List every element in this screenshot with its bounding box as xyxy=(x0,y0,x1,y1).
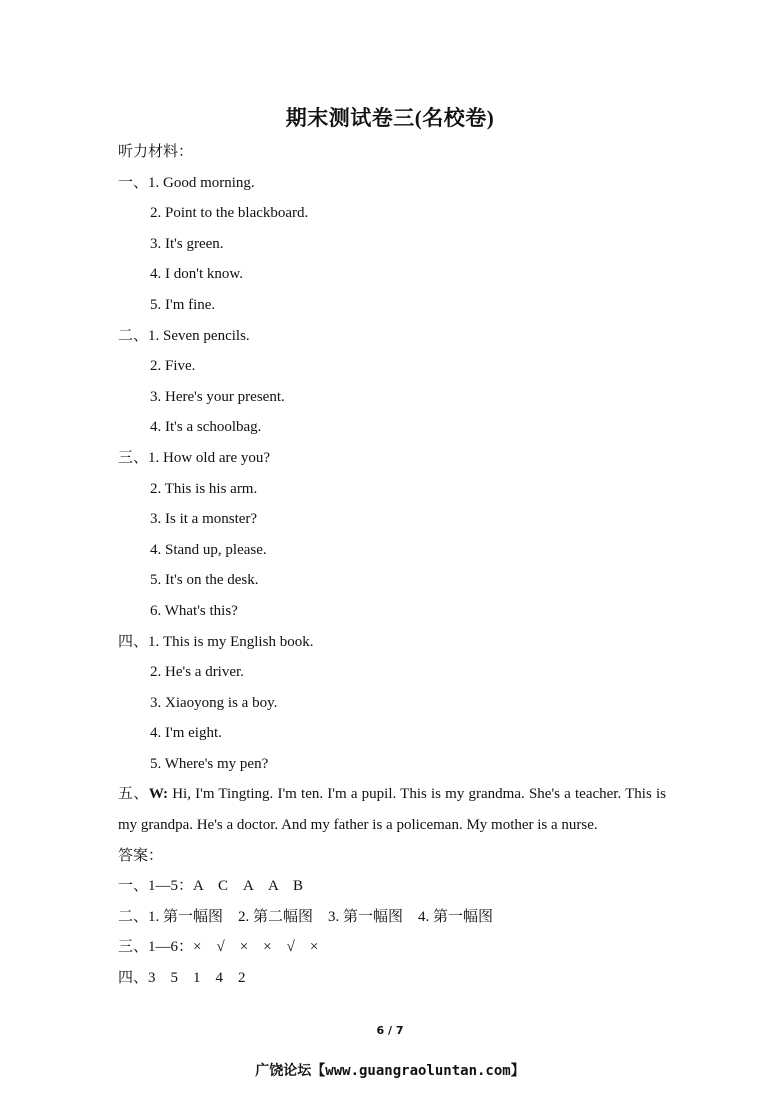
section-3-line-1 xyxy=(118,443,678,474)
section-1-line-5: 5. I'm fine. xyxy=(150,296,216,313)
answers-label: 答案： xyxy=(118,847,164,864)
answer-line-3: 三、1—6：× √ × × √ × xyxy=(118,939,319,956)
page-title: 期末测试卷三(名校卷) xyxy=(285,106,495,130)
section-3-item: 1. How old are you? xyxy=(148,449,271,466)
footer-source: 广饶论坛【www.guangraoluntan.com】 xyxy=(255,1063,525,1079)
section-2-line-3: 3. Here's your present. xyxy=(150,388,285,405)
section-4-line-2: 2. He's a driver. xyxy=(150,664,244,681)
section-4-line-5: 5. Where's my pen? xyxy=(150,755,269,772)
section-4-line-4: 4. I'm eight. xyxy=(150,725,222,742)
section-3-line-4: 4. Stand up, please. xyxy=(150,541,267,558)
section-2-prefix: 二、 xyxy=(118,327,149,344)
section-5-speaker: W: xyxy=(148,786,169,803)
section-4-line-1 xyxy=(118,627,678,658)
section-4-item: 1. This is my English book. xyxy=(148,633,314,650)
section-3-prefix: 三、 xyxy=(118,449,149,466)
section-1-line-4: 4. I don't know. xyxy=(150,266,243,283)
section-5-paragraph xyxy=(118,779,666,840)
section-4-line-3: 3. Xiaoyong is a boy. xyxy=(150,694,278,711)
section-1-line-3: 3. It's green. xyxy=(150,235,224,252)
section-2-line-4: 4. It's a schoolbag. xyxy=(150,419,262,436)
section-5-prefix: 五、 xyxy=(118,786,149,803)
section-3-line-6: 6. What's this? xyxy=(150,602,238,619)
section-3-line-3: 3. Is it a monster? xyxy=(150,511,258,528)
document-body xyxy=(118,137,678,994)
section-5-text: Hi, I'm Tingting. I'm ten. I'm a pupil. This is my grandma. She's a teacher. This is my grandpa. He's a doctor. And my father is a policeman. My mother is a nurse. xyxy=(118,786,666,834)
section-2-line-2: 2. Five. xyxy=(150,358,196,375)
answer-line-2: 二、1. 第一幅图 2. 第二幅图 3. 第一幅图 4. 第一幅图 xyxy=(118,908,494,925)
answer-line-1: 一、1—5：A C A A B xyxy=(118,878,304,895)
page-number: 6 / 7 xyxy=(376,1024,404,1037)
section-3-line-5: 5. It's on the desk. xyxy=(150,572,259,589)
section-2-line-1 xyxy=(118,321,678,352)
section-1-line-2: 2. Point to the blackboard. xyxy=(150,205,309,222)
section-4-prefix: 四、 xyxy=(118,633,149,650)
section-3-line-2: 2. This is his arm. xyxy=(150,480,258,497)
section-1-item: 1. Good morning. xyxy=(148,174,255,191)
answer-line-4: 四、3 5 1 4 2 xyxy=(118,970,246,987)
listening-label: 听力材料： xyxy=(118,144,194,160)
section-2-item: 1. Seven pencils. xyxy=(148,327,250,344)
section-1-line-1 xyxy=(118,168,678,199)
section-1-prefix: 一、 xyxy=(118,174,149,191)
